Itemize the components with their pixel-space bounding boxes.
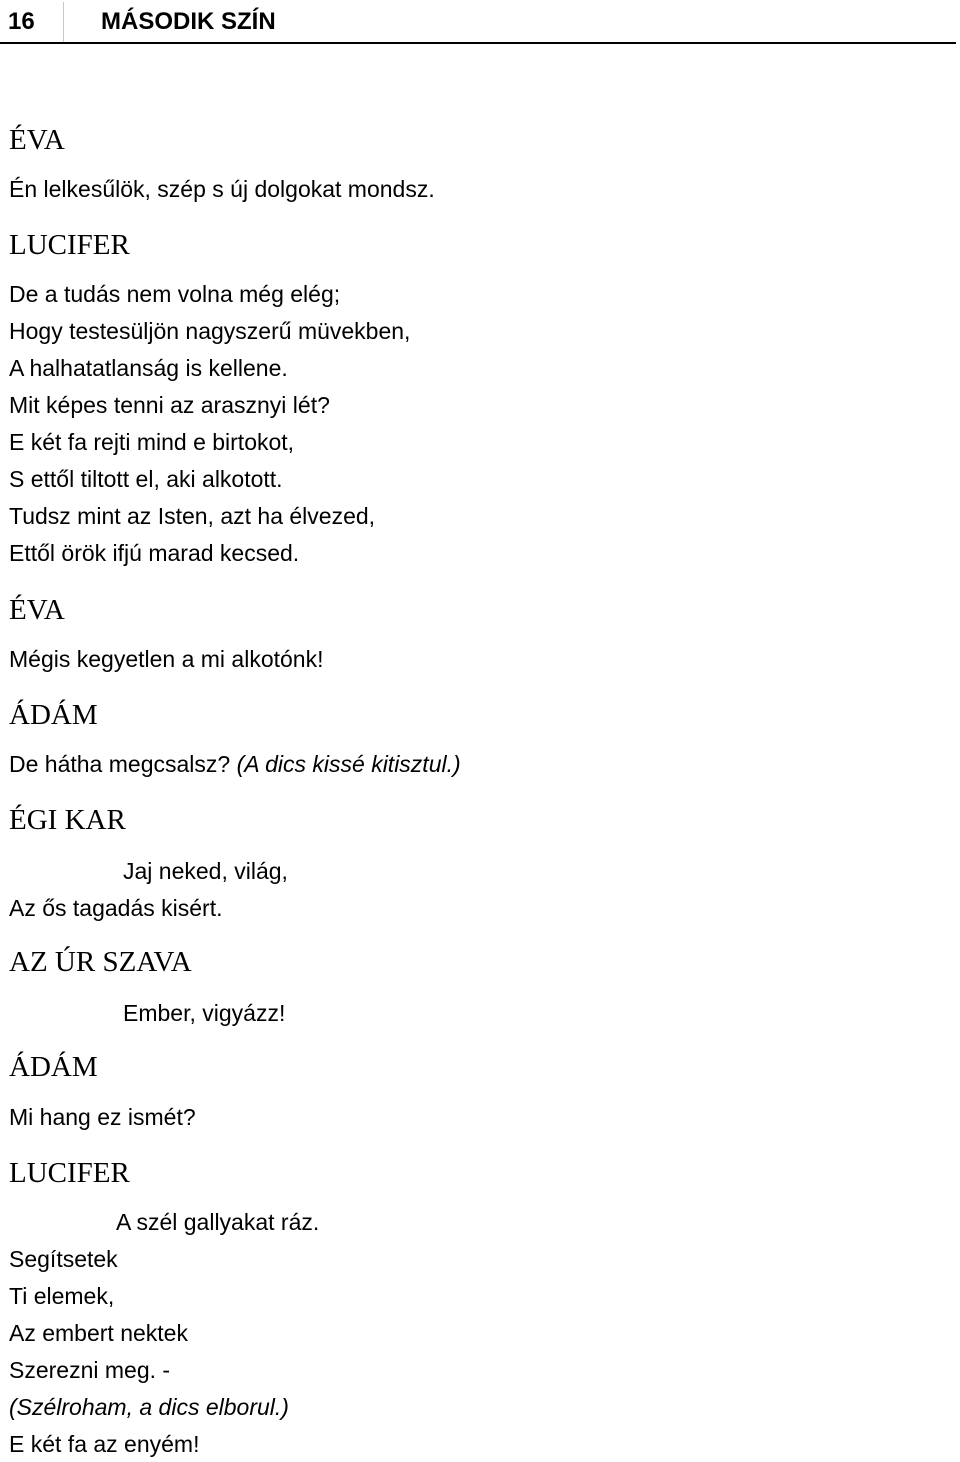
dialogue-line: Mi hang ez ismét? (9, 1104, 196, 1130)
speaker-name: ÉGI KAR (9, 804, 126, 836)
dialogue-line: Az embert nektek (9, 1320, 188, 1346)
dialogue-line: S ettől tiltott el, aki alkotott. (9, 466, 283, 492)
dialogue-line (9, 750, 461, 778)
dialogue-line: A szél gallyakat ráz. (116, 1209, 320, 1235)
dialogue-line: Jaj neked, világ, (123, 858, 288, 884)
dialogue-line: De a tudás nem volna még elég; (9, 281, 341, 307)
dialogue-line: Mégis kegyetlen a mi alkotónk! (9, 646, 324, 672)
dialogue-text: De hátha megcsalsz? (9, 751, 231, 777)
dialogue-line: Én lelkesűlök, szép s új dolgokat mondsz. (9, 176, 435, 202)
stage-direction: (A dics kissé kitisztul.) (236, 751, 461, 777)
speaker-name: LUCIFER (9, 1157, 130, 1189)
stage-direction: (Szélroham, a dics elborul.) (9, 1394, 289, 1420)
dialogue-line: E két fa rejti mind e birtokot, (9, 429, 295, 455)
speaker-name: ÁDÁM (9, 1051, 98, 1083)
dialogue-line: A halhatatlanság is kellene. (9, 355, 288, 381)
speaker-name: ÉVA (9, 124, 65, 156)
dialogue-line: Segítsetek (9, 1246, 118, 1272)
dialogue-line: E két fa az enyém! (9, 1431, 200, 1457)
dialogue-line: Tudsz mint az Isten, azt ha élvezed, (9, 503, 376, 529)
speaker-name: ÉVA (9, 594, 65, 626)
dialogue-line: Mit képes tenni az arasznyi lét? (9, 392, 330, 418)
page-number: 16 (8, 8, 35, 35)
dialogue-line: Az ős tagadás kisért. (9, 895, 223, 921)
header-divider (63, 2, 64, 42)
dialogue-line: Szerezni meg. - (9, 1357, 171, 1383)
speaker-name: AZ ÚR SZAVA (9, 946, 192, 978)
dialogue-line: Ti elemek, (9, 1283, 115, 1309)
speaker-name: ÁDÁM (9, 699, 98, 731)
scene-title: MÁSODIK SZÍN (101, 8, 276, 35)
dialogue-line: Ettől örök ifjú marad kecsed. (9, 540, 300, 566)
page-header (0, 0, 956, 44)
speaker-name: LUCIFER (9, 229, 130, 261)
dialogue-line: Ember, vigyázz! (123, 1000, 286, 1026)
dialogue-line: Hogy testesüljön nagyszerű müvekben, (9, 318, 411, 344)
